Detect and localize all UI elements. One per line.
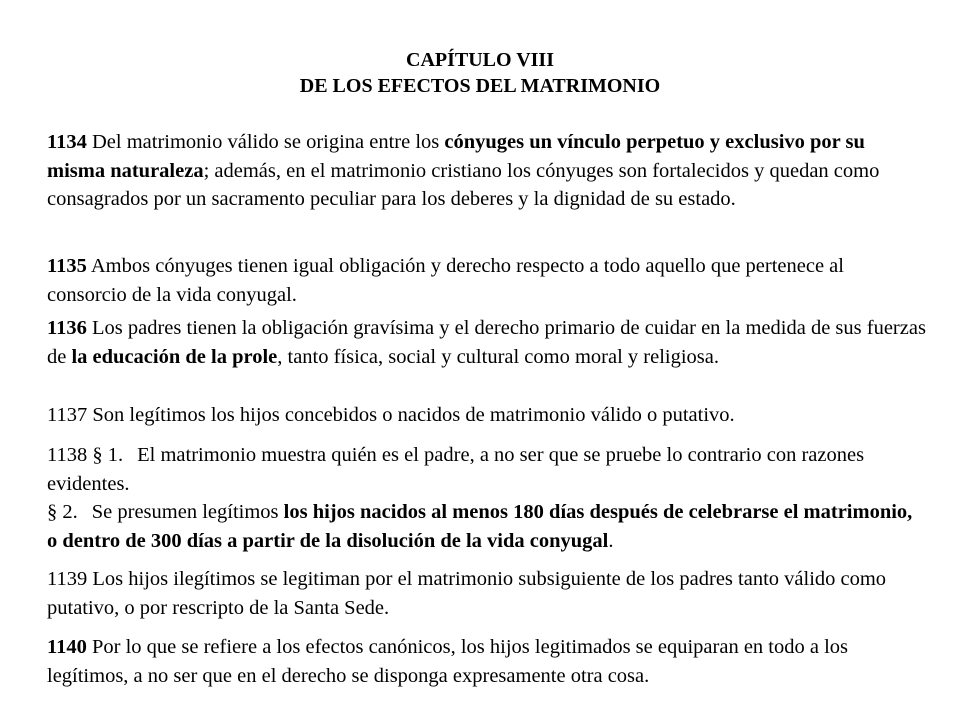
- section-label: § 2.: [47, 501, 78, 523]
- canon-emphasis: la educación de la prole: [71, 345, 278, 368]
- canon-text: Por lo que se refiere a los efectos canónicos, los hijos legitimados se equiparan en todo a los legítimos, a no ser que en el derecho se disponga expresamente otra cosa.: [47, 636, 849, 687]
- canon-text: , tanto física, social y cultural como moral y religiosa.: [277, 345, 720, 368]
- canon-text: ; además, en el matrimonio cristiano los cónyuges son fortalecidos y quedan como consagrados por un sacramento peculiar para los deberes y la dignidad de su estado.: [47, 159, 880, 210]
- canon-text: Ambos cónyuges tienen igual obligación y derecho respecto a todo aquello que pertenece al consorcio de la vida conyugal.: [47, 255, 844, 306]
- canon-1134-paragraph: [47, 128, 927, 214]
- canon-1138-section-2: [47, 498, 927, 555]
- canon-1135-paragraph: [47, 252, 927, 309]
- canon-text: Los padres tienen la obligación gravísima y el derecho primario de cuidar en la medida de sus fuerzas de: [47, 317, 926, 368]
- canon-1140-paragraph: [47, 633, 927, 690]
- canon-number: 1139: [47, 568, 88, 590]
- section-text: Se presumen legítimos: [91, 501, 284, 523]
- canon-text: Del matrimonio válido se origina entre los: [92, 131, 445, 153]
- canon-number: 1135: [47, 255, 87, 277]
- canon-text: Son legítimos los hijos concebidos o nacidos de matrimonio válido o putativo.: [92, 404, 735, 426]
- canon-1138-paragraph: [47, 441, 927, 498]
- canon-emphasis: cónyuges un vínculo perpetuo y exclusivo por su misma naturaleza: [47, 131, 865, 182]
- canon-1139-paragraph: [47, 565, 927, 622]
- canon-number: 1140: [47, 636, 87, 658]
- section-label: § 1.: [92, 444, 124, 466]
- chapter-subtitle: DE LOS EFECTOS DEL MATRIMONIO: [299, 75, 661, 97]
- canon-text: Los hijos ilegítimos se legitiman por el matrimonio subsiguiente de los padres tanto válido como putativo, o por rescripto de la Santa Sede.: [47, 568, 887, 619]
- section-emphasis: los hijos nacidos al menos 180 días después de celebrarse el matrimonio, o dentro de 300 días a partir de la disolución de la vida conyugal: [47, 501, 913, 552]
- section-text: .: [608, 529, 614, 552]
- canon-1137-paragraph: [47, 401, 927, 430]
- canon-number: 1134: [47, 131, 87, 153]
- canon-1136-paragraph: [47, 314, 927, 371]
- canon-number: 1137: [47, 404, 88, 426]
- canon-number: 1136: [47, 317, 87, 339]
- section-text: El matrimonio muestra quién es el padre, a no ser que se pruebe lo contrario con razones evidentes.: [47, 444, 865, 495]
- canon-number: 1138: [47, 444, 88, 466]
- chapter-title: CAPÍTULO VIII: [406, 49, 554, 71]
